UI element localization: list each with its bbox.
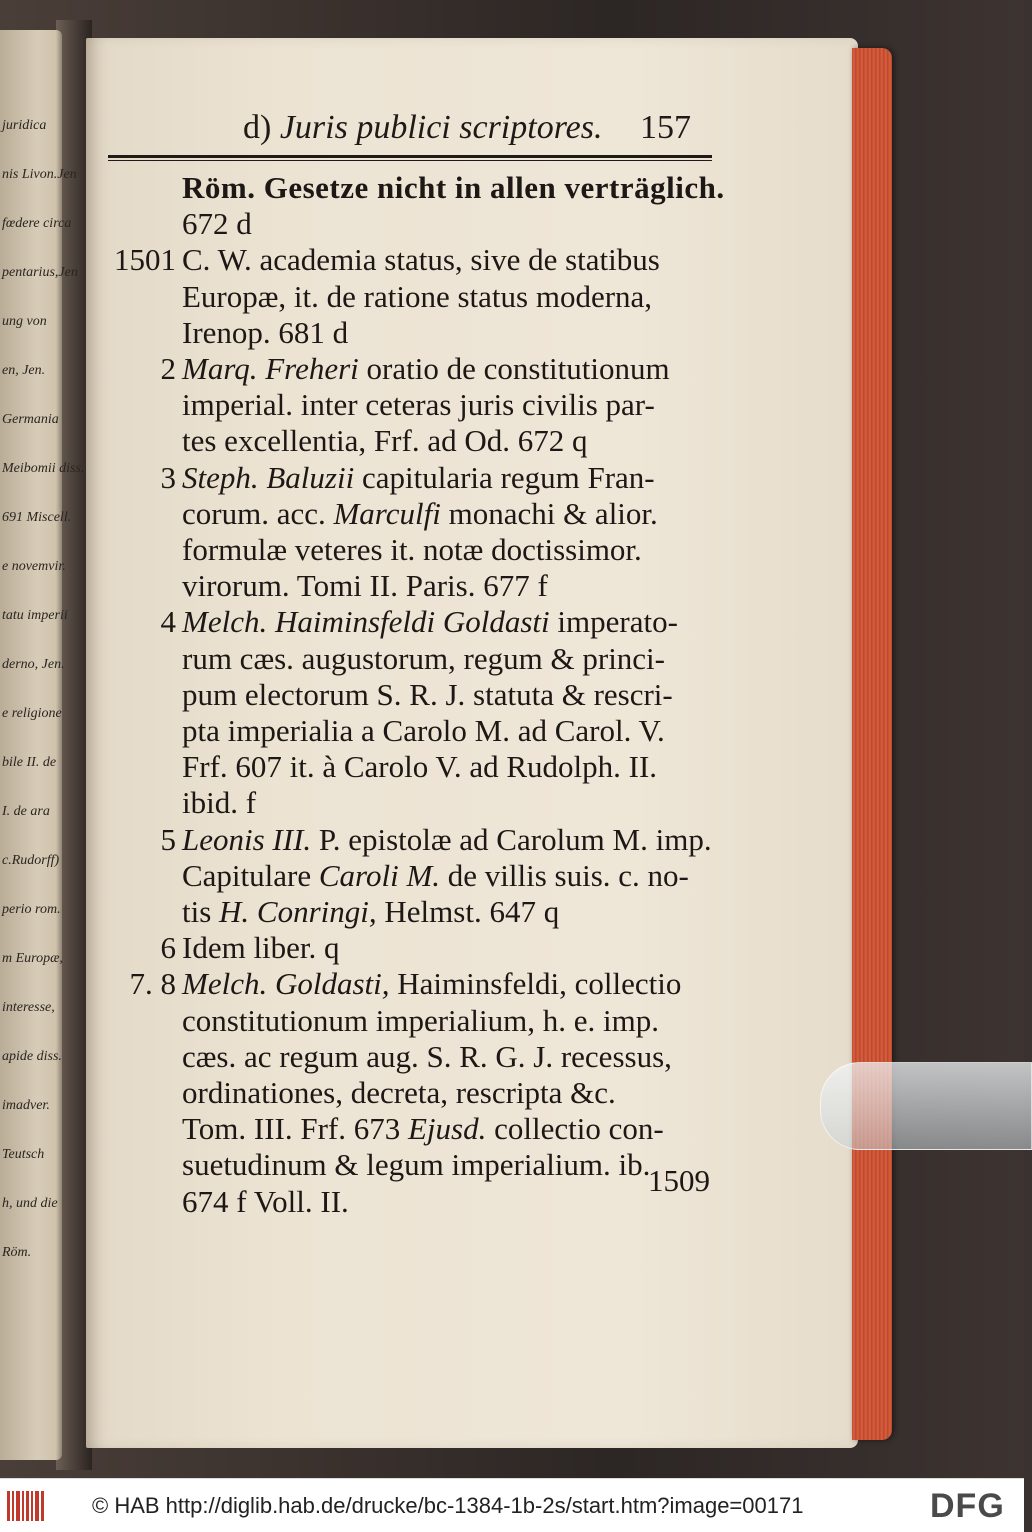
line-text: C. W. academia status, sive de statibus — [182, 242, 660, 278]
italic-name: Caroli M. — [318, 857, 441, 893]
dfg-logo: DFG — [930, 1487, 1005, 1525]
left-page-fragment: juridica — [2, 118, 47, 133]
left-page-fragment: ung von — [2, 314, 47, 329]
line-text: constitutionum imperialium, h. e. imp. — [182, 1002, 660, 1038]
left-page-fragment: pentarius,Jen — [2, 265, 78, 280]
line-text: pta imperialia a Carolo M. ad Carol. V. — [182, 713, 665, 748]
line-text: imperial. inter ceteras juris civilis par- — [182, 387, 655, 423]
section-label: d) — [243, 109, 272, 146]
entry-number: 5 — [160, 821, 176, 857]
line-text: ibid. f — [182, 785, 257, 821]
line-text: 674 f Voll. II. — [182, 1183, 349, 1219]
left-page-fragment: 691 Miscell. — [2, 510, 72, 525]
text-line — [182, 1147, 722, 1183]
author-name: Melch. Haiminsfeldi Goldasti — [182, 604, 550, 640]
text-line — [182, 1003, 722, 1039]
text-line — [182, 315, 722, 351]
text-line — [182, 930, 722, 966]
text-line — [182, 496, 722, 532]
line-text: pum electorum S. R. J. statuta & rescri- — [182, 676, 673, 712]
line-text: 672 d — [182, 206, 252, 242]
text-line — [182, 785, 722, 821]
italic-name: Marculfi — [333, 495, 441, 531]
text-line — [182, 749, 722, 785]
text-line — [182, 532, 722, 568]
text-line — [182, 1075, 722, 1111]
line-text: ordinationes, decreta, rescripta &c. — [182, 1075, 616, 1110]
text-line — [182, 460, 722, 496]
header-rule — [108, 155, 712, 158]
line-text: suetudinum & legum imperialium. ib. — [182, 1147, 651, 1183]
copyright-url[interactable]: © HAB http://diglib.hab.de/drucke/bc-1384-1b-2s/start.htm?image=00171 — [92, 1493, 804, 1518]
page-number: 157 — [640, 109, 691, 146]
line-text: Helmst. 647 q — [376, 894, 560, 929]
text-line — [182, 1039, 722, 1075]
line-text: tis — [182, 894, 220, 929]
left-page-fragment: perio rom. — [2, 902, 61, 917]
left-page-fragment: apide diss. — [2, 1049, 62, 1064]
left-page-fragment: I. de ara — [2, 804, 50, 819]
author-name: Melch. Goldasti, — [182, 966, 390, 1002]
text-line — [182, 1184, 722, 1220]
left-page-fragment: nis Livon.Jen — [2, 167, 77, 182]
line-text: imperato- — [549, 604, 678, 640]
entry-number: 3 — [160, 459, 176, 495]
text-line — [182, 1111, 722, 1147]
text-line — [182, 858, 722, 894]
catchword: 1509 — [648, 1163, 710, 1198]
line-text: cæs. ac regum aug. S. R. G. J. recessus, — [182, 1038, 672, 1074]
entry-number: 2 — [160, 351, 176, 386]
author-name: Leonis III. — [182, 821, 312, 857]
text-line — [182, 423, 722, 459]
left-page-fragment: fœdere circa — [2, 216, 72, 231]
line-text: monachi & alior. — [440, 495, 658, 531]
italic-name: H. Conringi, — [219, 894, 377, 929]
line-text: Idem liber. q — [182, 930, 340, 966]
text-line — [182, 279, 722, 315]
left-page-fragment: e novemvir. — [2, 559, 66, 574]
entry-number: 7. 8 — [129, 966, 176, 1002]
left-page-edge — [0, 30, 85, 1460]
text-line — [182, 713, 722, 749]
left-page-fragment: Meibomii diss. — [2, 461, 85, 476]
left-page-fragment: Germania — [2, 412, 59, 427]
left-page-fragment: bile II. de — [2, 755, 57, 770]
text-line — [182, 641, 722, 677]
line-text: Röm. Gesetze nicht in allen verträglich. — [182, 170, 725, 205]
left-page-fragment: Röm. — [2, 1245, 32, 1260]
line-text: Frf. 607 it. à Carolo V. ad Rudolph. II. — [182, 749, 658, 785]
line-text: Haiminsfeldi, collectio — [389, 966, 682, 1002]
left-page-fragment: en, Jen. — [2, 363, 46, 378]
line-text: Irenop. 681 d — [182, 314, 349, 350]
line-text: formulæ veteres it. notæ doctissimor. — [182, 532, 642, 567]
header-rule-thin — [108, 160, 712, 161]
text-line — [182, 351, 722, 387]
text-line — [182, 387, 722, 423]
line-text: corum. acc. — [182, 495, 334, 531]
viewer-footer — [0, 1478, 1024, 1532]
page-marker-tab — [820, 1062, 1032, 1150]
line-text: tes excellentia, Frf. ad Od. 672 q — [182, 423, 588, 459]
left-page-fragment: tatu imperii — [2, 608, 68, 623]
entry-number: 6 — [160, 930, 176, 966]
text-line — [182, 568, 722, 604]
line-text: collectio con- — [486, 1111, 664, 1147]
text-line — [182, 242, 722, 278]
author-name: Marq. Freheri — [182, 351, 359, 386]
text-line — [182, 170, 725, 206]
text-line — [182, 604, 722, 640]
text-line — [182, 206, 722, 242]
line-text: Capitulare — [182, 857, 319, 893]
left-page-fragment: h, und die — [2, 1196, 58, 1211]
line-text: P. epistolæ ad Carolum M. imp. — [311, 821, 712, 857]
page-edge-red — [852, 48, 892, 1440]
line-text: virorum. Tomi II. Paris. 677 f — [182, 568, 548, 604]
text-line — [182, 822, 722, 858]
entry-number: 4 — [160, 604, 176, 640]
line-text: de villis suis. c. no- — [440, 857, 689, 893]
left-page-fragment: e religione — [2, 706, 62, 721]
author-name: Steph. Baluzii — [182, 459, 355, 495]
header-title: Juris publici scriptores. — [279, 109, 603, 146]
left-page-fragment: m Europæ, — [2, 951, 63, 966]
line-text: capitularia regum Fran- — [354, 459, 655, 495]
italic-name: Ejusd. — [408, 1111, 487, 1147]
left-page-fragment: imadver. — [2, 1098, 50, 1113]
left-page-fragment: interesse, — [2, 1000, 55, 1015]
text-line — [182, 677, 722, 713]
running-header — [243, 109, 603, 147]
left-page-fragment: c.Rudorff) — [2, 853, 60, 868]
text-line — [182, 894, 722, 930]
line-text: Europæ, it. de ratione status moderna, — [182, 278, 653, 314]
barcode-icon — [6, 1489, 46, 1523]
line-text: oratio de constitutionum — [358, 351, 670, 386]
line-text: rum cæs. augustorum, regum & princi- — [182, 640, 665, 676]
text-line — [182, 966, 722, 1002]
line-text: Tom. III. Frf. 673 — [182, 1111, 408, 1147]
left-page-fragment: Teutsch — [2, 1147, 45, 1162]
entry-number: 1501 — [114, 242, 176, 278]
left-page-fragment: derno, Jen. — [2, 657, 65, 672]
